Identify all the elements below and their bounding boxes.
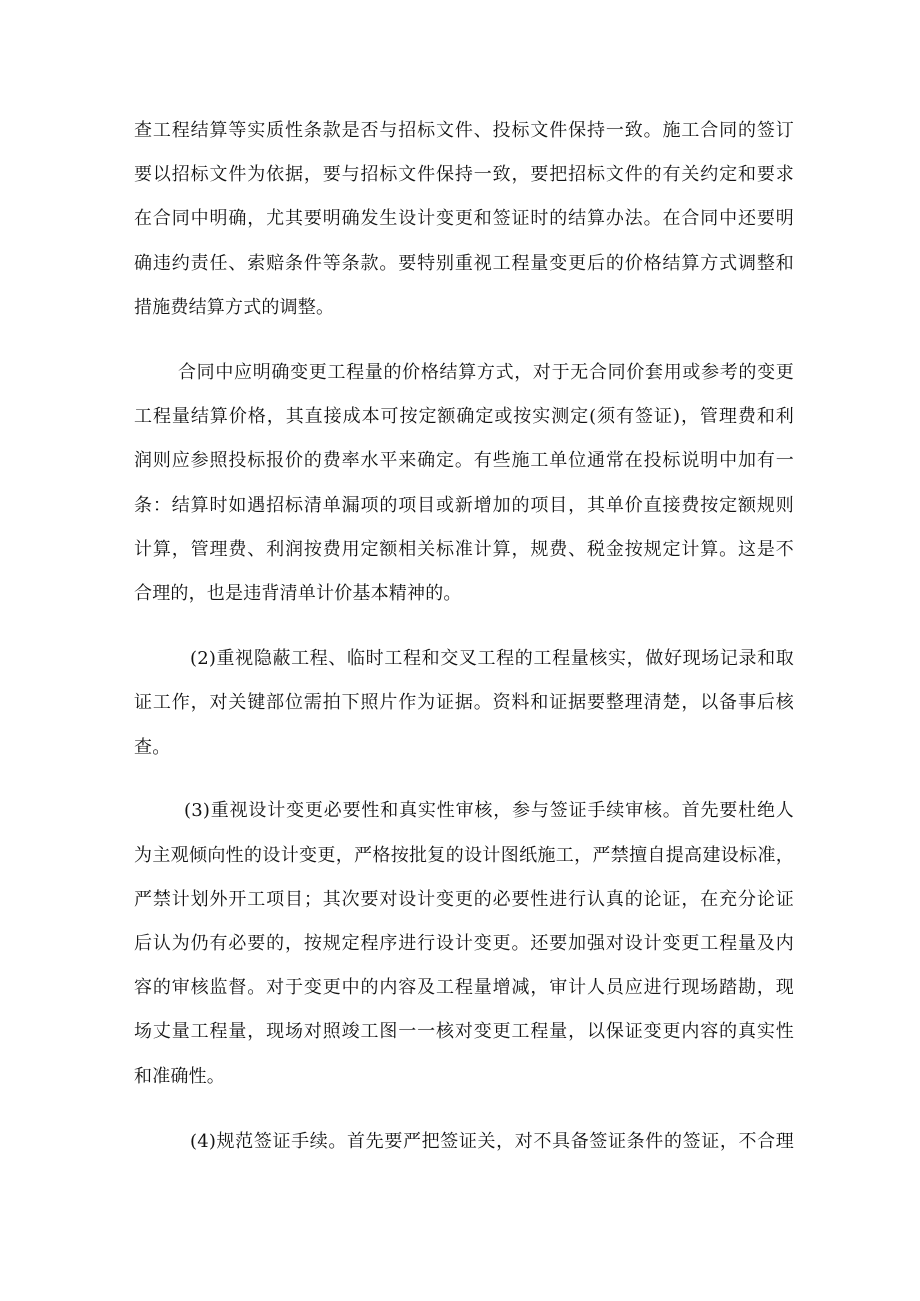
text-line: 确违约责任、索赔条件等条款。要特别重视工程量变更后的价格结算方式调整和 — [134, 253, 794, 274]
text-line: 后认为仍有必要的，按规定程序进行设计变更。还要加强对设计变更工程量及内 — [134, 933, 794, 954]
text-line: 容的审核监督。对于变更中的内容及工程量增减，审计人员应进行现场踏勘，现 — [134, 977, 794, 998]
text-line: 润则应参照投标报价的费率水平来确定。有些施工单位通常在投标说明中加有一 — [134, 450, 794, 471]
text-line: 措施费结算方式的调整。 — [134, 297, 335, 318]
text-line: 场丈量工程量，现场对照竣工图一一核对变更工程量，以保证变更内容的真实性 — [134, 1021, 794, 1042]
text-line: 查。 — [134, 737, 171, 758]
text-line: (4)规范签证手续。首先要严把签证关，对不具备签证条件的签证，不合理 — [190, 1131, 794, 1152]
text-line: 合同中应明确变更工程量的价格结算方式，对于无合同价套用或参考的变更 — [178, 362, 794, 383]
text-line: 为主观倾向性的设计变更，严格按批复的设计图纸施工，严禁擅自提高建设标准， — [134, 845, 794, 866]
text-line: 严禁计划外开工项目；其次要对设计变更的必要性进行认真的论证，在充分论证 — [134, 889, 794, 910]
text-line: 在合同中明确，尤其要明确发生设计变更和签证时的结算办法。在合同中还要明 — [134, 208, 794, 229]
text-line: 要以招标文件为依据，要与招标文件保持一致，要把招标文件的有关约定和要求 — [134, 164, 794, 185]
text-line: 和准确性。 — [134, 1066, 225, 1087]
text-line: 条：结算时如遇招标清单漏项的项目或新增加的项目，其单价直接费按定额规则 — [134, 495, 794, 516]
text-line: (2)重视隐蔽工程、临时工程和交叉工程的工程量核实，做好现场记录和取 — [190, 648, 794, 669]
text-line: 计算，管理费、利润按费用定额相关标准计算，规费、税金按规定计算。这是不 — [134, 539, 794, 560]
text-line: 证工作，对关键部位需拍下照片作为证据。资料和证据要整理清楚，以备事后核 — [134, 692, 794, 713]
text-line: 合理的，也是违背清单计价基本精神的。 — [134, 583, 462, 604]
text-line: (3)重视设计变更必要性和真实性审核，参与签证手续审核。首先要杜绝人 — [184, 800, 794, 821]
text-line: 查工程结算等实质性条款是否与招标文件、投标文件保持一致。施工合同的签订 — [134, 120, 794, 141]
text-line: 工程量结算价格，其直接成本可按定额确定或按实测定(须有签证)，管理费和利 — [134, 406, 794, 427]
